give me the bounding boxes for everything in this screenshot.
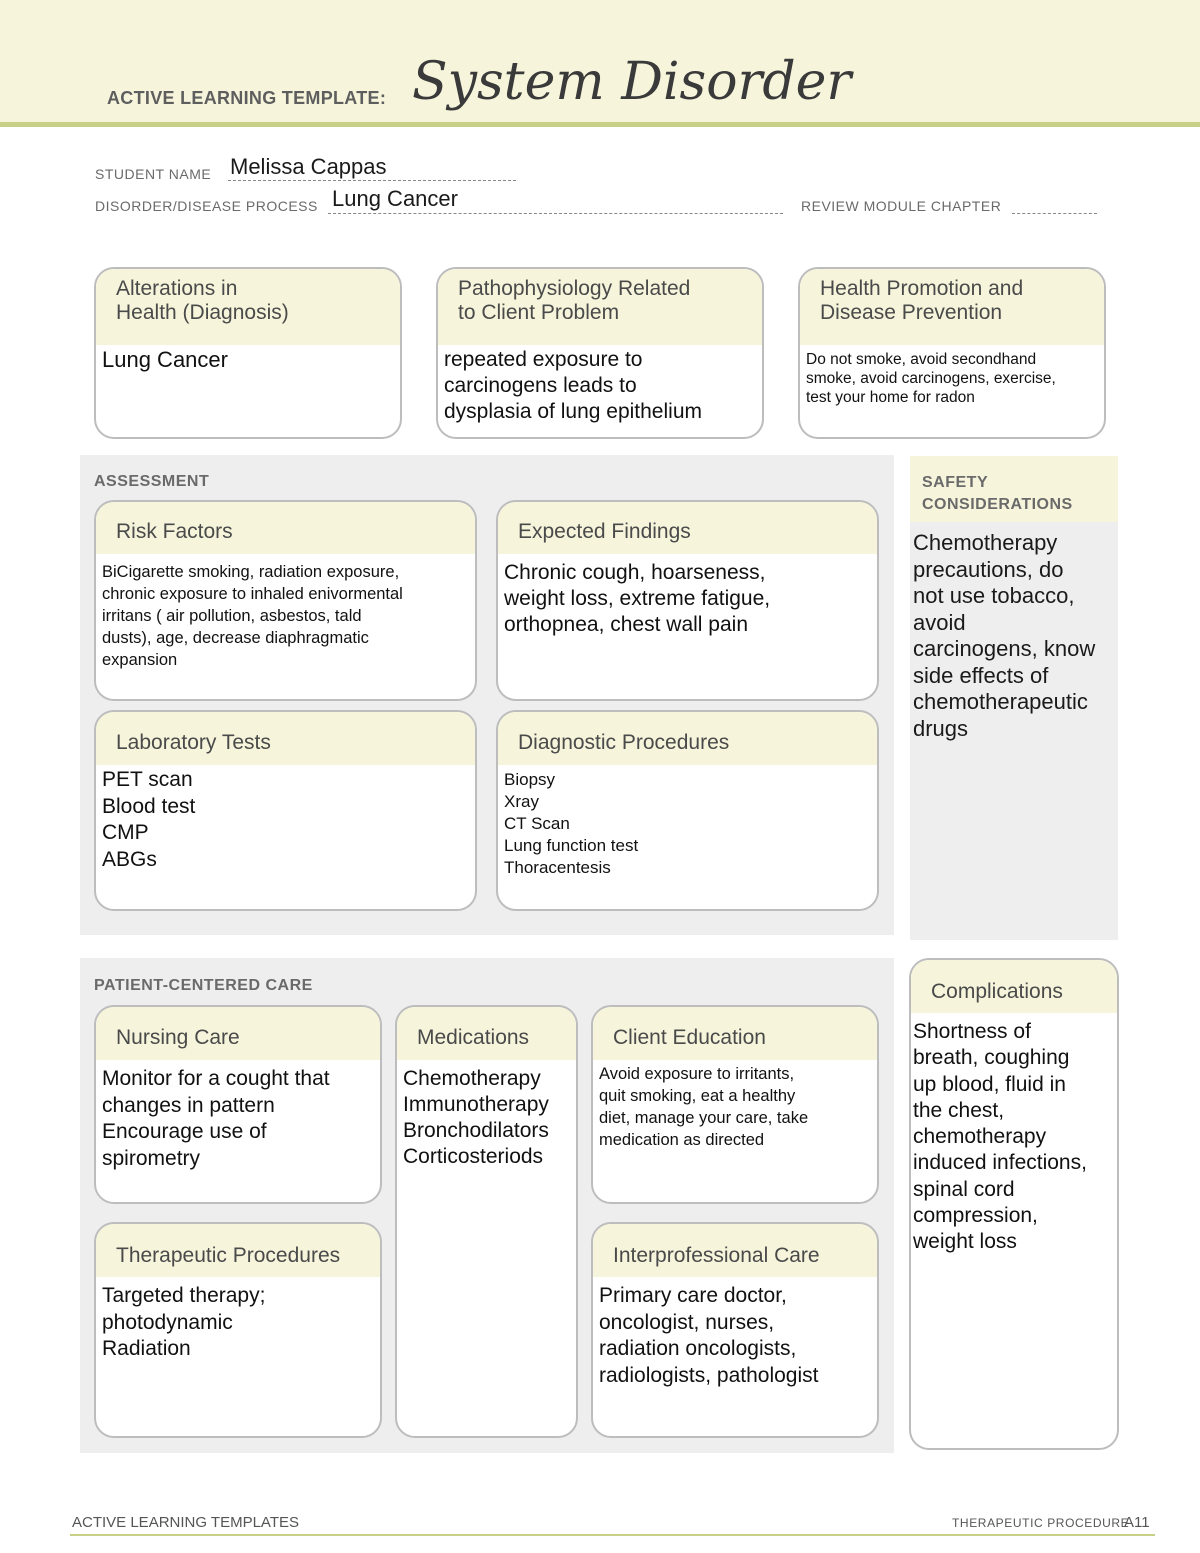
expected-findings-card: [496, 500, 879, 701]
student-name-field[interactable]: Melissa Cappas: [230, 154, 387, 179]
pathophysiology-text[interactable]: repeated exposure to carcinogens leads to dysplasia of lung epithelium: [444, 348, 702, 423]
therapeutic-procedures-card: [94, 1222, 382, 1438]
nursing-care-text[interactable]: Monitor for a cought that changes in pattern Encourage use of spirometry: [102, 1067, 330, 1170]
disorder-label: DISORDER/DISEASE PROCESS: [95, 198, 318, 214]
diagnostic-procedures-card: [496, 710, 879, 911]
disorder-field[interactable]: Lung Cancer: [332, 186, 458, 211]
footer-left-label: ACTIVE LEARNING TEMPLATES: [72, 1514, 299, 1531]
nursing-care-card: [94, 1005, 382, 1204]
complications-title: Complications: [911, 960, 1117, 1013]
student-name-label: STUDENT NAME: [95, 166, 212, 182]
laboratory-tests-text[interactable]: PET scan Blood test CMP ABGs: [102, 768, 196, 871]
interprofessional-care-card: [591, 1222, 879, 1438]
pathophysiology-title: Pathophysiology Related to Client Problem: [438, 269, 762, 345]
header-rule: [0, 122, 1200, 127]
page-title: System Disorder: [412, 52, 852, 112]
page-number: A11: [1124, 1514, 1150, 1531]
health-promotion-title: Health Promotion and Disease Prevention: [800, 269, 1104, 345]
pathophysiology-card: [436, 267, 764, 439]
nursing-care-title: Nursing Care: [96, 1007, 380, 1060]
therapeutic-procedures-title: Therapeutic Procedures: [96, 1224, 380, 1277]
footer-right-label: THERAPEUTIC PROCEDURE: [952, 1516, 1130, 1530]
student-name-line: [228, 180, 516, 181]
interprofessional-care-title: Interprofessional Care: [593, 1224, 877, 1277]
safety-title: SAFETY CONSIDERATIONS: [910, 456, 1118, 522]
assessment-title: ASSESSMENT: [94, 473, 210, 490]
complications-text[interactable]: Shortness of breath, coughing up blood, fluid in the chest, chemotherapy induced infections, spinal cord compression, weight loss: [913, 1020, 1087, 1254]
health-promotion-card: [798, 267, 1106, 439]
medications-text[interactable]: Chemotherapy Immunotherapy Bronchodilators Corticosteriods: [403, 1067, 549, 1168]
footer-rule: [70, 1534, 1155, 1536]
risk-factors-text[interactable]: BiCigarette smoking, radiation exposure, chronic exposure to inhaled enivormental irritans ( air pollution, asbestos, tald dusts), age, decrease diaphragmatic expansion: [102, 563, 403, 669]
client-education-card: [591, 1005, 879, 1204]
laboratory-tests-card: [94, 710, 477, 911]
diagnostic-procedures-title: Diagnostic Procedures: [498, 712, 877, 765]
disorder-line: [328, 213, 783, 214]
expected-findings-title: Expected Findings: [498, 502, 877, 554]
alterations-card: [94, 267, 402, 439]
medications-title: Medications: [397, 1007, 576, 1060]
client-education-title: Client Education: [593, 1007, 877, 1060]
complications-card: [909, 958, 1119, 1450]
client-education-text[interactable]: Avoid exposure to irritants, quit smoking, eat a healthy diet, manage your care, take medication as directed: [599, 1065, 809, 1149]
diagnostic-procedures-text[interactable]: Biopsy Xray CT Scan Lung function test Thoracentesis: [504, 770, 639, 877]
safety-text[interactable]: Chemotherapy precautions, do not use tobacco, avoid carcinogens, know side effects of chemotherapeutic drugs: [913, 530, 1096, 741]
medications-card: [395, 1005, 578, 1438]
health-promotion-text[interactable]: Do not smoke, avoid secondhand smoke, avoid carcinogens, exercise, test your home for radon: [806, 351, 1056, 406]
laboratory-tests-title: Laboratory Tests: [96, 712, 475, 765]
alterations-title: Alterations in Health (Diagnosis): [96, 269, 400, 345]
risk-factors-title: Risk Factors: [96, 502, 475, 554]
review-module-field[interactable]: [1012, 213, 1097, 214]
expected-findings-text[interactable]: Chronic cough, hoarseness, weight loss, extreme fatigue, orthopnea, chest wall pain: [504, 561, 771, 636]
risk-factors-card: [94, 500, 477, 701]
template-label: ACTIVE LEARNING TEMPLATE:: [107, 88, 387, 108]
interprofessional-care-text[interactable]: Primary care doctor, oncologist, nurses, radiation oncologists, radiologists, pathologist: [599, 1284, 819, 1387]
review-module-label: REVIEW MODULE CHAPTER: [801, 198, 1002, 214]
therapeutic-procedures-text[interactable]: Targeted therapy; photodynamic Radiation: [102, 1284, 266, 1360]
alterations-text[interactable]: Lung Cancer: [102, 347, 228, 372]
patient-care-title: PATIENT-CENTERED CARE: [94, 977, 313, 994]
